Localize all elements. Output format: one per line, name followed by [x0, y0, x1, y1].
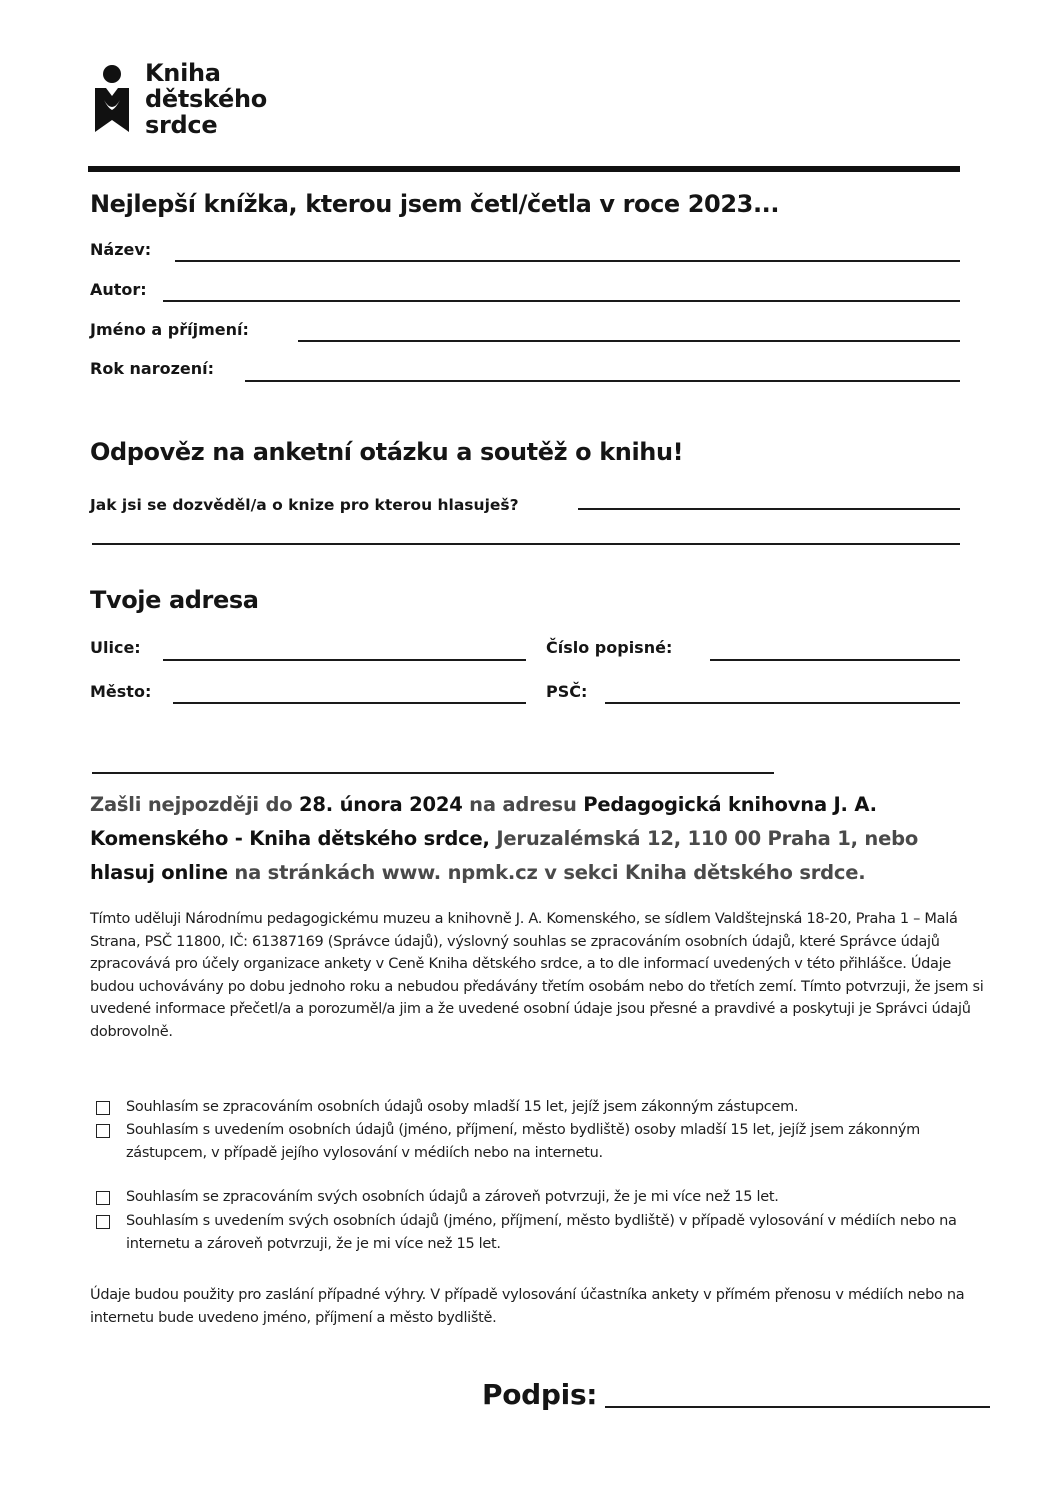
- notice-deadline: 28. února 2024: [299, 793, 463, 816]
- signature-label: Podpis:: [482, 1378, 598, 1411]
- street-label: Ulice:: [90, 638, 141, 657]
- full-name-label: Jméno a příjmení:: [90, 320, 249, 339]
- consent-checkbox-row[interactable]: [96, 1210, 996, 1256]
- usage-note: Údaje budou použity pro zaslání případné výhry. V případě vylosování účastníka ankety v přímém přenosu v médiích nebo na internetu bude uvedeno jméno, příjmení a město bydliště.: [90, 1287, 965, 1326]
- city-label: Město:: [90, 682, 152, 701]
- consent-checkbox-adult-publication[interactable]: [96, 1215, 110, 1229]
- consent-checkbox-row[interactable]: [96, 1096, 996, 1119]
- survey-answer-field-2[interactable]: [92, 543, 960, 545]
- checkbox-label: Souhlasím s uvedením svých osobních údajů (jméno, příjmení, město bydliště) v případě vylosování v médiích nebo na internetu a zároveň potvrzuji, že je mi více než 15 let.: [126, 1213, 957, 1252]
- logo-wordmark: [145, 60, 267, 138]
- notice-part-3: na adresu: [462, 793, 584, 816]
- address-extra-field[interactable]: [92, 772, 774, 774]
- consent-paragraph: Tímto uděluji Národnímu pedagogickému muzeu a knihovně J. A. Komenského, se sídlem Valdštejnská 18-20, Praha 1 – Malá Strana, PSČ 11800, IČ: 61387169 (Správce údajů), výslovný souhlas se zpracováním osobních údajů, které Správce údajů zpracovává pro účely organizace ankety v Ceně Kniha dětského srdce, a to dle informací uvedených v této přihlášce. Údaje budou uchovávány po dobu jednoho roku a nebudou předávány třetím osobám nebo do třetích zemí. Tímto potvrzuji, že jsem si uvedené informace přečetl/a a porozuměl/a jim a že uvedené osobní údaje jsou přesné a pravdivé a poskytuji je Správci údajů dobrovolně.: [90, 911, 984, 1040]
- house-number-field[interactable]: [710, 659, 960, 661]
- logo-line-2: dětského: [145, 85, 267, 113]
- author-field[interactable]: [163, 300, 960, 302]
- full-name-field[interactable]: [298, 340, 960, 342]
- notice-part-1: Zašli nejpozději do: [90, 793, 300, 816]
- notice-vote-online: hlasuj online: [90, 861, 228, 884]
- consent-checkbox-row[interactable]: [96, 1186, 996, 1209]
- postcode-field[interactable]: [605, 702, 960, 704]
- consent-checkbox-adult-processing[interactable]: [96, 1191, 110, 1205]
- logo-line-1: Kniha: [145, 59, 221, 87]
- survey-answer-field-1[interactable]: [578, 508, 960, 510]
- notice-website: na stránkách www. npmk.cz v sekci Kniha dětského srdce.: [227, 861, 866, 884]
- book-title-field[interactable]: [175, 260, 960, 262]
- postcode-label: PSČ:: [546, 682, 588, 701]
- signature-field[interactable]: [605, 1406, 990, 1408]
- top-divider: [88, 166, 960, 172]
- consent-checkbox-minor-publication[interactable]: [96, 1124, 110, 1138]
- birth-year-field[interactable]: [245, 380, 960, 382]
- section-survey-title: Odpověz na anketní otázku a soutěž o knihu!: [90, 438, 684, 466]
- section-best-book-title: Nejlepší knížka, kterou jsem četl/četla v roce 2023...: [90, 190, 780, 218]
- street-field[interactable]: [163, 659, 526, 661]
- logo-line-3: srdce: [145, 111, 218, 139]
- submission-notice: [90, 788, 970, 890]
- notice-address: Jeruzalémská 12, 110 00 Praha 1, nebo: [489, 827, 919, 850]
- birth-year-label: Rok narození:: [90, 359, 215, 378]
- section-address-title: Tvoje adresa: [90, 586, 259, 614]
- notice-recipient: Pedagogická knihovna J. A. Komenského - Kniha dětského srdce,: [90, 793, 877, 850]
- checkbox-label: Souhlasím s uvedením osobních údajů (jméno, příjmení, město bydliště) osoby mladší 15 let, jejíž jsem zákonným zástupcem, v případě jejího vylosování v médiích nebo na internetu.: [126, 1122, 921, 1161]
- author-label: Autor:: [90, 280, 147, 299]
- consent-checkbox-minor-processing[interactable]: [96, 1101, 110, 1115]
- heart-logo-icon: [92, 62, 132, 138]
- house-number-label: Číslo popisné:: [546, 638, 673, 657]
- checkbox-label: Souhlasím se zpracováním svých osobních údajů a zároveň potvrzuji, že je mi více než 15 let.: [126, 1189, 779, 1205]
- checkbox-label: Souhlasím se zpracováním osobních údajů osoby mladší 15 let, jejíž jsem zákonným zástupcem.: [126, 1099, 799, 1115]
- book-title-label: Název:: [90, 240, 152, 259]
- survey-question-label: Jak jsi se dozvěděl/a o knize pro kterou hlasuješ?: [90, 496, 519, 514]
- city-field[interactable]: [173, 702, 526, 704]
- consent-checkbox-row[interactable]: [96, 1119, 996, 1165]
